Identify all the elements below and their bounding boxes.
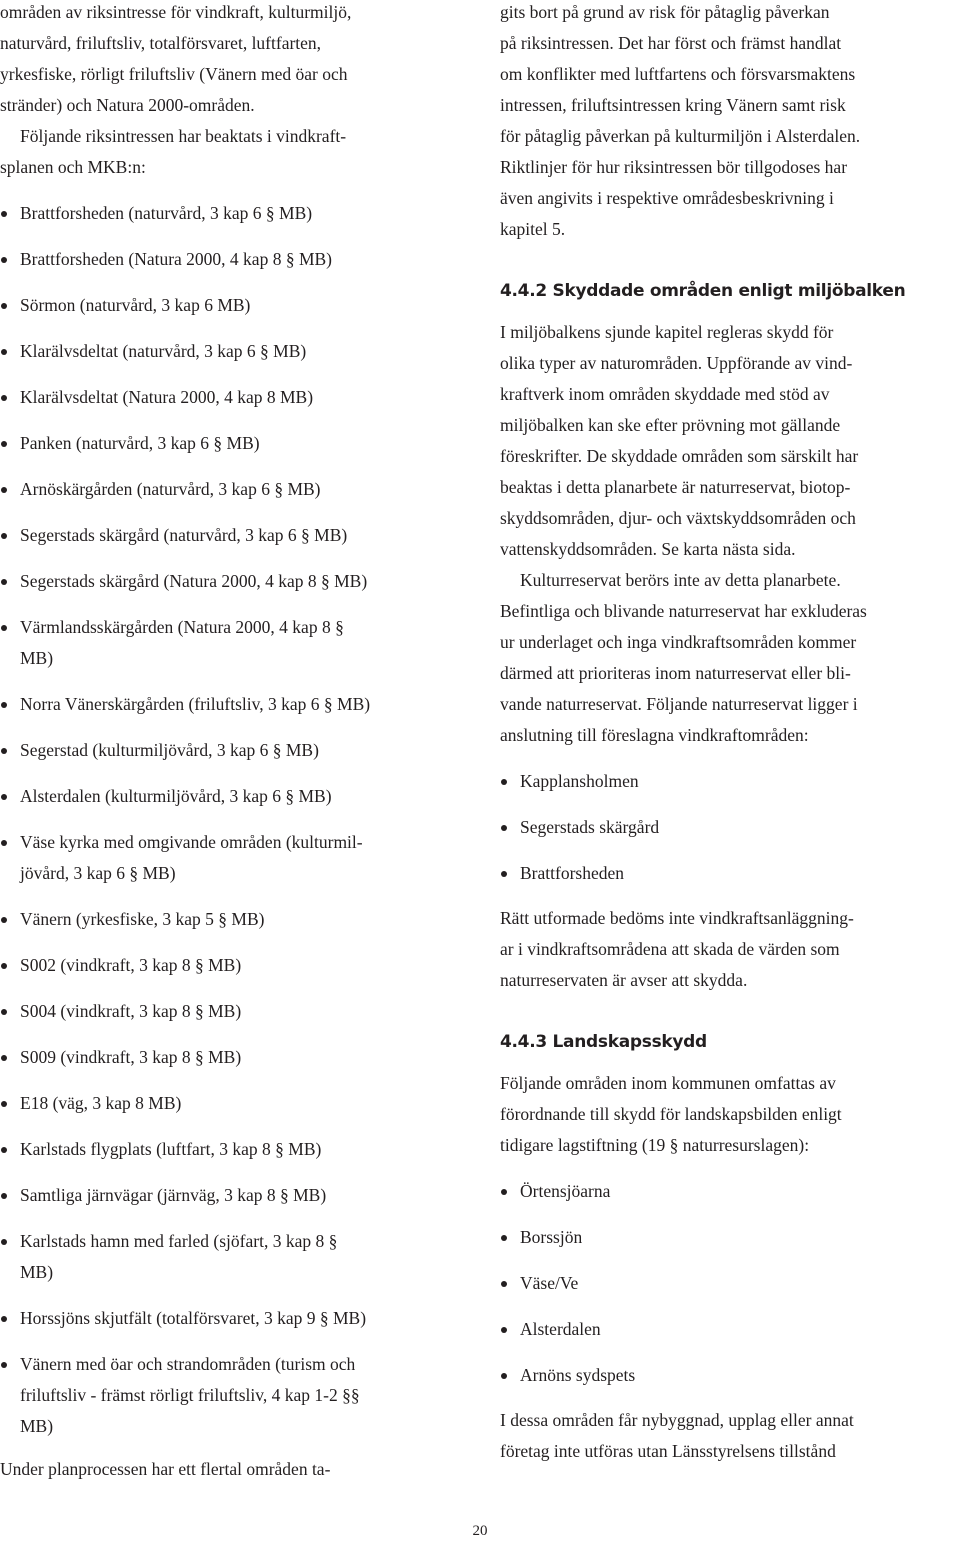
list-item: Örtensjöarna bbox=[500, 1176, 955, 1207]
text-line: Vänern med öar och strandområden (turism och bbox=[20, 1354, 356, 1374]
list-item bbox=[0, 336, 470, 367]
text-line: Följande riksintressen har beaktats i vindkraft- bbox=[20, 126, 347, 146]
bedomning-paragraph bbox=[500, 903, 955, 996]
landskapsskydd-list bbox=[500, 1176, 955, 1391]
text-line: ar i vindkraftsområdena att skada de värden som bbox=[500, 939, 840, 959]
text-line: E18 (väg, 3 kap 8 MB) bbox=[20, 1093, 182, 1113]
text-line: olika typer av naturområden. Uppförande av vind- bbox=[500, 353, 853, 373]
lead-paragraph bbox=[0, 121, 470, 183]
text-line: kapitel 5. bbox=[500, 219, 566, 239]
riksintressen-list bbox=[0, 198, 470, 1442]
list-item bbox=[0, 689, 470, 720]
intro-paragraph bbox=[0, 0, 470, 121]
list-item bbox=[0, 1303, 470, 1334]
list-item bbox=[0, 474, 470, 505]
text-line: I miljöbalkens sjunde kapitel regleras skydd för bbox=[500, 322, 834, 342]
text-line: föreskrifter. De skyddade områden som särskilt har bbox=[500, 446, 859, 466]
section-heading-4-4-3: 4.4.3 Landskapsskydd bbox=[500, 1032, 707, 1052]
list-item bbox=[0, 1042, 470, 1073]
list-item bbox=[0, 735, 470, 766]
text-line: även angivits i respektive områdesbeskrivning i bbox=[500, 188, 834, 208]
text-line: Vänern (yrkesfiske, 3 kap 5 § MB) bbox=[20, 909, 265, 929]
text-line: Alsterdalen (kulturmiljövård, 3 kap 6 § MB) bbox=[20, 786, 332, 806]
section-heading-4-4-2: 4.4.2 Skyddade områden enligt miljöbalken bbox=[500, 281, 906, 301]
list-item: Väse/Ve bbox=[500, 1268, 955, 1299]
list-item bbox=[0, 290, 470, 321]
text-line: S004 (vindkraft, 3 kap 8 § MB) bbox=[20, 1001, 242, 1021]
text-line: stränder) och Natura 2000-områden. bbox=[0, 95, 255, 115]
text-line: områden av riksintresse för vindkraft, kulturmiljö, bbox=[0, 2, 352, 22]
list-item bbox=[0, 198, 470, 229]
text-line: intressen, friluftsintressen kring Vänern samt risk bbox=[500, 95, 846, 115]
text-line: Brattforsheden (Natura 2000, 4 kap 8 § MB) bbox=[20, 249, 333, 269]
text-line: Panken (naturvård, 3 kap 6 § MB) bbox=[20, 433, 260, 453]
page-number: 20 bbox=[472, 1523, 488, 1539]
text-line: Horssjöns skjutfält (totalförsvaret, 3 kap 9 § MB) bbox=[20, 1308, 367, 1328]
list-item bbox=[0, 612, 470, 674]
text-line: Kulturreservat berörs inte av detta planarbete. bbox=[520, 570, 841, 590]
text-line: I dessa områden får nybyggnad, upplag eller annat bbox=[500, 1410, 854, 1430]
list-item: Brattforsheden bbox=[500, 858, 955, 889]
closing-paragraph bbox=[0, 1454, 470, 1485]
list-item bbox=[0, 1349, 470, 1442]
list-item: Alsterdalen bbox=[500, 1314, 955, 1345]
text-line: Befintliga och blivande naturreservat har exkluderas bbox=[500, 601, 867, 621]
text-line: miljöbalken kan ske efter prövning mot gällande bbox=[500, 415, 841, 435]
list-item: Arnöns sydspets bbox=[500, 1360, 955, 1391]
text-line: naturreservaten är avser att skydda. bbox=[500, 970, 748, 990]
text-line: vande naturreservat. Följande naturreservat ligger i bbox=[500, 694, 858, 714]
text-line: ur underlaget och inga vindkraftsområden kommer bbox=[500, 632, 857, 652]
text-line: friluftsliv - främst rörligt friluftsliv, 4 kap 1-2 §§ bbox=[20, 1385, 360, 1405]
continued-paragraph bbox=[500, 0, 955, 245]
text-line: Arnöskärgården (naturvård, 3 kap 6 § MB) bbox=[20, 479, 321, 499]
list-item bbox=[0, 244, 470, 275]
text-line: tidigare lagstiftning (19 § naturresurslagen): bbox=[500, 1135, 810, 1155]
text-line: Karlstads hamn med farled (sjöfart, 3 kap 8 § bbox=[20, 1231, 338, 1251]
left-column bbox=[0, 0, 470, 1485]
text-line: naturvård, friluftsliv, totalförsvaret, luftfarten, bbox=[0, 33, 322, 53]
list-item bbox=[0, 950, 470, 981]
text-line: företag inte utföras utan Länsstyrelsens tillstånd bbox=[500, 1441, 836, 1461]
list-item bbox=[0, 781, 470, 812]
text-line: beaktas i detta planarbete är naturreservat, biotop- bbox=[500, 477, 851, 497]
text-line: för påtaglig påverkan på kulturmiljön i Alsterdalen. bbox=[500, 126, 861, 146]
text-line: skyddsområden, djur- och växtskyddsområden och bbox=[500, 508, 856, 528]
right-column bbox=[500, 0, 955, 1467]
text-line: Samtliga järnvägar (järnväg, 3 kap 8 § MB) bbox=[20, 1185, 327, 1205]
list-item bbox=[0, 904, 470, 935]
text-line: Norra Vänerskärgården (friluftsliv, 3 kap 6 § MB) bbox=[20, 694, 371, 714]
text-line: vattenskyddsområden. Se karta nästa sida. bbox=[500, 539, 796, 559]
list-item bbox=[0, 428, 470, 459]
text-line: Klarälvsdeltat (naturvård, 3 kap 6 § MB) bbox=[20, 341, 307, 361]
text-line: MB) bbox=[20, 1416, 54, 1436]
list-item bbox=[0, 520, 470, 551]
naturreservat-list bbox=[500, 766, 955, 889]
list-item bbox=[0, 382, 470, 413]
landskapsskydd-paragraph bbox=[500, 1068, 955, 1161]
text-line: S009 (vindkraft, 3 kap 8 § MB) bbox=[20, 1047, 242, 1067]
text-line: kraftverk inom områden skyddade med stöd av bbox=[500, 384, 830, 404]
text-line: därmed att prioriteras inom naturreservat eller bli- bbox=[500, 663, 851, 683]
text-line: Riktlinjer för hur riksintressen bör tillgodoses har bbox=[500, 157, 848, 177]
text-line: Följande områden inom kommunen omfattas av bbox=[500, 1073, 836, 1093]
text-line: anslutning till föreslagna vindkraftområden: bbox=[500, 725, 809, 745]
text-line: om konflikter med luftfartens och försvarsmaktens bbox=[500, 64, 856, 84]
text-line: förordnande till skydd för landskapsbilden enligt bbox=[500, 1104, 842, 1124]
text-line: splanen och MKB:n: bbox=[0, 157, 146, 177]
text-line: MB) bbox=[20, 648, 54, 668]
list-item bbox=[0, 1180, 470, 1211]
tillstand-paragraph bbox=[500, 1405, 955, 1467]
list-item bbox=[0, 996, 470, 1027]
text-line: Segerstads skärgård (Natura 2000, 4 kap 8 § MB) bbox=[20, 571, 368, 591]
list-item bbox=[0, 1226, 470, 1288]
text-line: Segerstads skärgård (naturvård, 3 kap 6 § MB) bbox=[20, 525, 348, 545]
text-line: Klarälvsdeltat (Natura 2000, 4 kap 8 MB) bbox=[20, 387, 314, 407]
list-item bbox=[0, 1088, 470, 1119]
list-item: Borssjön bbox=[500, 1222, 955, 1253]
text-line: på riksintressen. Det har först och främst handlat bbox=[500, 33, 842, 53]
text-line: jövård, 3 kap 6 § MB) bbox=[20, 863, 176, 883]
list-item: Segerstads skärgård bbox=[500, 812, 955, 843]
text-line: Segerstad (kulturmiljövård, 3 kap 6 § MB) bbox=[20, 740, 319, 760]
list-item: Kapplansholmen bbox=[500, 766, 955, 797]
text-line: Rätt utformade bedöms inte vindkraftsanläggning- bbox=[500, 908, 854, 928]
text-line: MB) bbox=[20, 1262, 54, 1282]
text-line: Sörmon (naturvård, 3 kap 6 MB) bbox=[20, 295, 251, 315]
text-line: Brattforsheden (naturvård, 3 kap 6 § MB) bbox=[20, 203, 313, 223]
text-line: Under planprocessen har ett flertal områden ta- bbox=[0, 1459, 331, 1479]
list-item bbox=[0, 1134, 470, 1165]
skyddade-omraden-paragraph bbox=[500, 317, 955, 565]
text-line: Värmlandsskärgården (Natura 2000, 4 kap 8 § bbox=[20, 617, 344, 637]
list-item bbox=[0, 827, 470, 889]
list-item bbox=[0, 566, 470, 597]
text-line: gits bort på grund av risk för påtaglig påverkan bbox=[500, 2, 830, 22]
text-line: Karlstads flygplats (luftfart, 3 kap 8 § MB) bbox=[20, 1139, 322, 1159]
kulturreservat-paragraph bbox=[500, 565, 955, 751]
text-line: yrkesfiske, rörligt friluftsliv (Vänern med öar och bbox=[0, 64, 348, 84]
text-line: S002 (vindkraft, 3 kap 8 § MB) bbox=[20, 955, 242, 975]
text-line: Väse kyrka med omgivande områden (kulturmil- bbox=[20, 832, 363, 852]
